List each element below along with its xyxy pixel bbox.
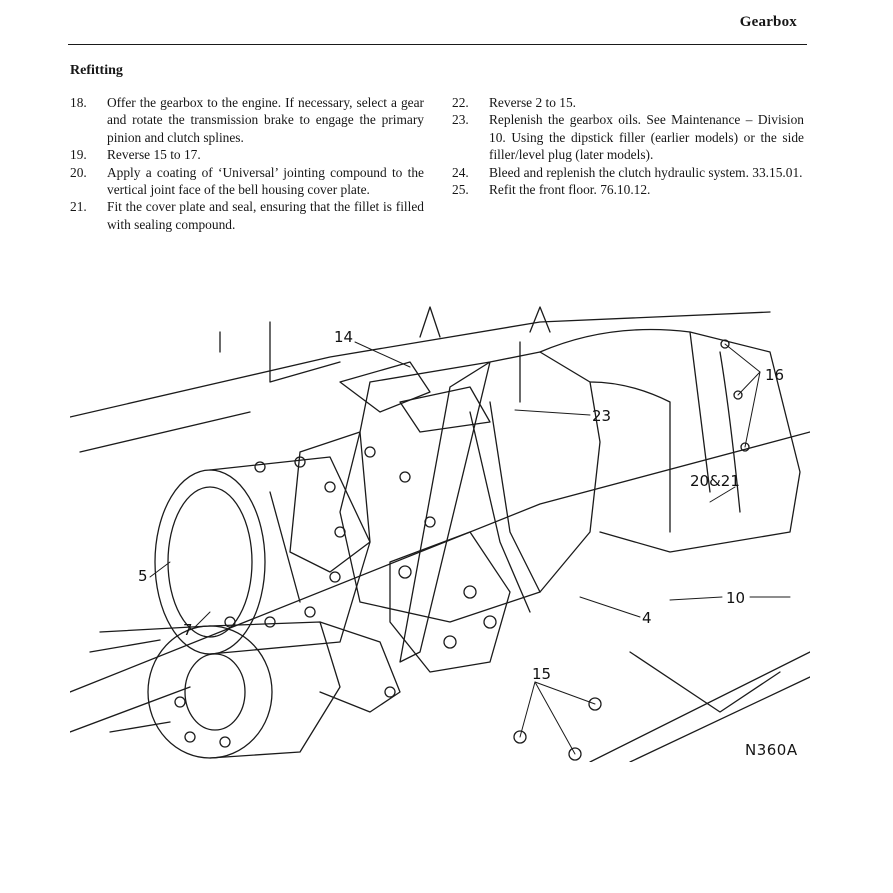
brake-drum	[90, 622, 340, 758]
step-item	[452, 94, 804, 111]
callout-10: 10	[726, 589, 746, 607]
step-text: Reverse 2 to 15.	[489, 95, 577, 110]
step-number: 24.	[452, 164, 469, 180]
step-item	[70, 198, 424, 233]
callout-14: 14	[334, 328, 354, 346]
step-number: 25.	[452, 182, 469, 198]
step-text: Bleed and replenish the clutch hydraulic system. 33.15.01.	[489, 164, 803, 180]
callout-15: 15	[532, 665, 552, 683]
callout-4: 4	[642, 609, 652, 627]
step-number: 18.	[70, 95, 87, 110]
step-number: 20.	[70, 164, 87, 180]
step-text: Apply a coating of ‘Universal’ jointing compound to the vertical joint face of the bell housing cover plate.	[107, 164, 424, 198]
step-number: 19.	[70, 147, 87, 163]
step-item	[70, 146, 424, 163]
callout-16: 16	[765, 366, 785, 384]
callout-7: 7	[183, 621, 193, 639]
gearbox-illustration	[70, 292, 810, 762]
step-text: Offer the gearbox to the engine. If necessary, select a gear and rotate the transmission brake to engage the primary pinion and clutch splines.	[107, 95, 424, 145]
step-number: 23.	[452, 112, 469, 128]
step-item	[452, 181, 804, 198]
steps-right-column	[452, 94, 804, 198]
figure-reference: N360A	[745, 741, 798, 759]
step-item	[452, 164, 804, 181]
step-number: 21.	[70, 199, 87, 215]
step-number: 22.	[452, 95, 469, 110]
step-item	[70, 94, 424, 146]
step-text: Reverse 15 to 17.	[107, 147, 201, 163]
header-rule	[68, 44, 807, 45]
steps-left-column	[70, 94, 424, 233]
step-item	[452, 111, 804, 163]
step-text: Replenish the gearbox oils. See Maintenance – Division 10. Using the dipstick filler (earlier models) or the side filler/level plug (later models).	[489, 112, 804, 163]
callout-20-21: 20&21	[690, 472, 740, 490]
callout-23: 23	[592, 407, 612, 425]
page-header-title: Gearbox	[739, 14, 797, 30]
chassis-lines	[70, 312, 810, 762]
step-text: Refit the front floor. 76.10.12.	[489, 182, 651, 198]
step-item	[70, 164, 424, 199]
section-title: Refitting	[70, 63, 123, 78]
callout-5: 5	[138, 567, 148, 585]
step-text: Fit the cover plate and seal, ensuring that the fillet is filled with sealing compound.	[107, 199, 424, 232]
